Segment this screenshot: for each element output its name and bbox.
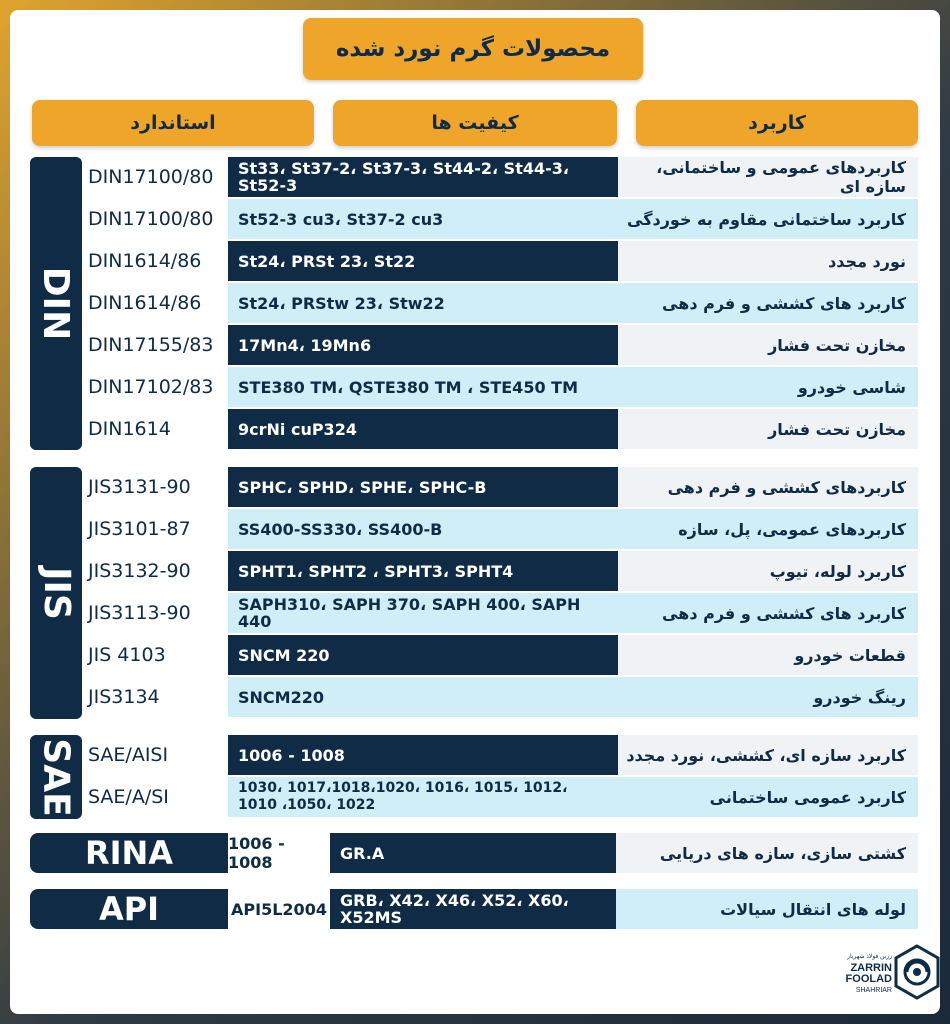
- usage-cell: کاربرد ساختمانی مقاوم به خوردگی: [618, 199, 918, 239]
- page-title: محصولات گرم نورد شده: [303, 18, 643, 80]
- grade-cell: St52-3 cu3، St37-2 cu3: [228, 199, 618, 239]
- standard-cell: JIS3131-90: [82, 467, 228, 507]
- group-jis-label: JIS: [35, 566, 77, 620]
- usage-cell: لوله های انتقال سیالات: [616, 889, 918, 929]
- table-row: [82, 157, 918, 197]
- header-usage: کاربرد: [636, 100, 918, 146]
- standard-cell: JIS3101-87: [82, 509, 228, 549]
- standard-cell: JIS3132-90: [82, 551, 228, 591]
- header-standard: استاندارد: [32, 100, 314, 146]
- standard-cell: DIN1614/86: [82, 283, 228, 323]
- group-sae-label: SAE: [35, 737, 77, 817]
- grade-cell: SAPH310، SAPH 370، SAPH 400، SAPH 440: [228, 593, 618, 633]
- standard-cell: DIN17100/80: [82, 199, 228, 239]
- table-row: [82, 509, 918, 549]
- table-row: [82, 199, 918, 239]
- table-row: [228, 833, 918, 873]
- usage-cell: نورد مجدد: [618, 241, 918, 281]
- usage-cell: مخازن تحت فشار: [618, 409, 918, 449]
- table-row: [82, 677, 918, 717]
- standard-cell: DIN17100/80: [82, 157, 228, 197]
- table-row: [82, 635, 918, 675]
- usage-cell: قطعات خودرو: [618, 635, 918, 675]
- standard-cell: JIS 4103: [82, 635, 228, 675]
- usage-cell: کاربردهای کششی و فرم دهی: [618, 467, 918, 507]
- grade-cell: SNCM220: [228, 677, 618, 717]
- standard-cell: 1006 - 1008: [228, 833, 330, 873]
- grade-cell: St33، St37-2، St37-3، St44-2، St44-3، St52-3: [228, 157, 618, 197]
- table-row: [82, 467, 918, 507]
- grade-cell: 1006 - 1008: [228, 735, 618, 775]
- table-row: [82, 777, 918, 817]
- table-row: [82, 593, 918, 633]
- usage-cell: کاربردهای عمومی، پل، سازه: [618, 509, 918, 549]
- grade-cell: SPHC، SPHD، SPHE، SPHC-B: [228, 467, 618, 507]
- standard-cell: DIN17155/83: [82, 325, 228, 365]
- grade-line: 1010 ،1050، 1022: [238, 797, 376, 813]
- usage-cell: کاربرد سازه ای، کششی، نورد مجدد: [618, 735, 918, 775]
- usage-cell: مخازن تحت فشار: [618, 325, 918, 365]
- grade-cell: SNCM 220: [228, 635, 618, 675]
- usage-cell: شاسی خودرو: [618, 367, 918, 407]
- header-quality: کیفیت ها: [333, 100, 617, 146]
- grade-cell: GRB، X42، X46، X52، X60، X52MS: [330, 889, 616, 929]
- usage-cell: کشتی سازی، سازه های دریایی: [616, 833, 918, 873]
- table-row: [82, 325, 918, 365]
- usage-cell: کاربردهای عمومی و ساختمانی، سازه ای: [618, 157, 918, 197]
- usage-cell: کاربرد های کششی و فرم دهی: [618, 593, 918, 633]
- table-row: [82, 241, 918, 281]
- standard-cell: JIS3134: [82, 677, 228, 717]
- table-row: [82, 283, 918, 323]
- grade-cell: [228, 777, 618, 817]
- grade-cell: STE380 TM، QSTE380 TM ، STE450 TM: [228, 367, 618, 407]
- logo-shahriar: SHAHRIAR: [855, 987, 892, 994]
- grade-cell: SPHT1، SPHT2 ، SPHT3، SPHT4: [228, 551, 618, 591]
- logo-zarrin: ZARRIN: [850, 962, 892, 974]
- grade-cell: St24، PRStw 23، Stw22: [228, 283, 618, 323]
- standard-cell: SAE/A/SI: [82, 777, 228, 817]
- table-row: [82, 367, 918, 407]
- logo-foolad: FOOLAD: [845, 973, 892, 985]
- usage-cell: کاربرد لوله، تیوپ: [618, 551, 918, 591]
- usage-cell: کاربرد عمومی ساختمانی: [618, 777, 918, 817]
- grade-cell: GR.A: [330, 833, 616, 873]
- standard-cell: DIN1614: [82, 409, 228, 449]
- grade-cell: SS400-SS330، SS400-B: [228, 509, 618, 549]
- group-jis: [30, 467, 82, 719]
- table-row: [228, 889, 918, 929]
- standard-cell: DIN1614/86: [82, 241, 228, 281]
- usage-cell: رینگ خودرو: [618, 677, 918, 717]
- company-logo: [830, 944, 940, 1004]
- group-din-label: DIN: [35, 266, 77, 341]
- grade-cell: 17Mn4، 19Mn6: [228, 325, 618, 365]
- group-din: [30, 157, 82, 450]
- logo-emblem-icon: [894, 944, 940, 1000]
- logo-persian-name: زرین فولاد شهریار: [847, 954, 892, 960]
- group-api: API: [30, 889, 228, 929]
- table-row: [82, 735, 918, 775]
- standard-cell: JIS3113-90: [82, 593, 228, 633]
- group-sae: [30, 735, 82, 819]
- grade-cell: St24، PRSt 23، St22: [228, 241, 618, 281]
- usage-cell: کاربرد های کششی و فرم دهی: [618, 283, 918, 323]
- standard-cell: DIN17102/83: [82, 367, 228, 407]
- logo-text: [830, 952, 892, 996]
- group-rina: RINA: [30, 833, 228, 873]
- grade-cell: 9crNi cuP324: [228, 409, 618, 449]
- table-row: [82, 409, 918, 449]
- table-row: [82, 551, 918, 591]
- standard-cell: API5L2004: [228, 889, 330, 929]
- grade-line: 1030، 1017،1018،1020، 1016، 1015، 1012،: [238, 780, 568, 796]
- standard-cell: SAE/AISI: [82, 735, 228, 775]
